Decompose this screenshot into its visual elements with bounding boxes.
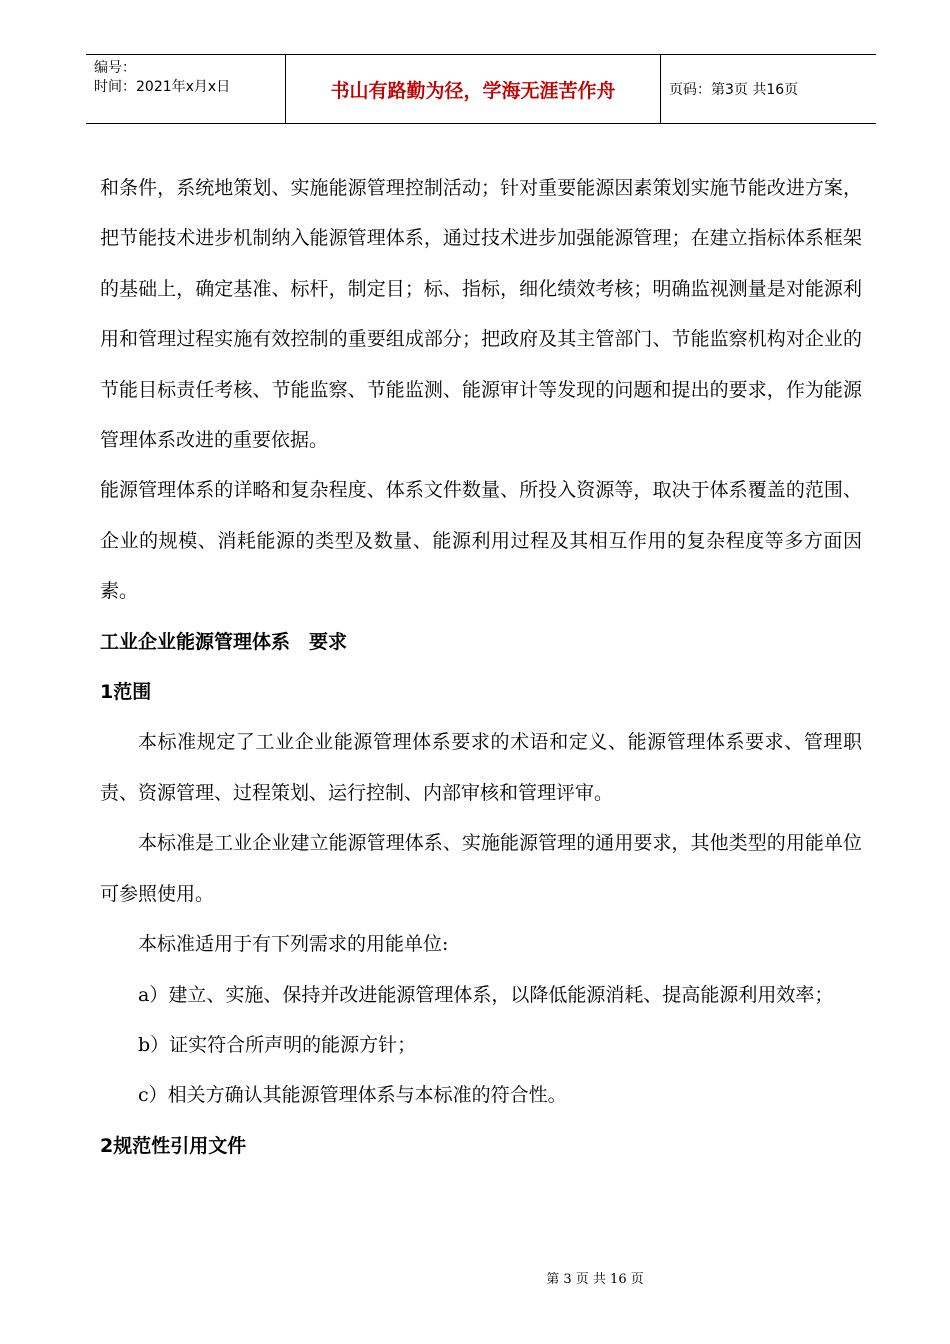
header-motto: 书山有路勤为径，学海无涯苦作舟 — [286, 55, 661, 123]
section-heading-references: 2规范性引用文件 — [100, 1134, 247, 1157]
paragraph: 本标准是工业企业建立能源管理体系、实施能源管理的通用要求，其他类型的用能单位可参照使用。 — [100, 832, 862, 905]
list-item: a）建立、实施、保持并改进能源管理体系，以降低能源消耗、提高能源利用效率； — [138, 983, 834, 1006]
header-meta — [86, 55, 286, 123]
document-number-label: 编号： — [94, 60, 136, 76]
page-header — [86, 54, 876, 124]
list-item: b）证实符合所声明的能源方针； — [138, 1033, 417, 1056]
document-time-label: 时间：2021年x月x日 — [94, 79, 231, 95]
paragraph: 本标准规定了工业企业能源管理体系要求的术语和定义、能源管理体系要求、管理职责、资源管理、过程策划、运行控制、内部审核和管理评审。 — [100, 731, 862, 804]
paragraph: 能源管理体系的详略和复杂程度、体系文件数量、所投入资源等，取决于体系覆盖的范围、企业的规模、消耗能源的类型及数量、能源利用过程及其相互作用的复杂程度等多方面因素。 — [100, 479, 862, 603]
paragraph: 本标准适用于有下列需求的用能单位: — [138, 933, 449, 956]
page-number: 第 3 页 共 16 页 — [546, 1272, 644, 1287]
paragraph: 和条件，系统地策划、实施能源管理控制活动；针对重要能源因素策划实施节能改进方案，把节能技术进步机制纳入能源管理体系，通过技术进步加强能源管理；在建立指标体系框架的基础上，确定基准、标杆，制定目；标、指标，细化绩效考核；明确监视测量是对能源利用和管理过程实施有效控制的重要组成部分；把政府及其主管部门、节能监察机构对企业的节能目标责任考核、节能监察、节能监测、能源审计等发现的问题和提出的要求，作为能源管理体系改进的重要依据。 — [100, 177, 862, 452]
section-heading-scope: 1范围 — [100, 681, 152, 704]
document-body — [100, 163, 862, 1171]
list-item: c）相关方确认其能源管理体系与本标准的符合性。 — [138, 1084, 567, 1107]
header-page-info: 页码：第3页 共16页 — [669, 82, 799, 98]
page-footer — [0, 1268, 950, 1287]
section-title: 工业企业能源管理体系 要求 — [100, 630, 348, 653]
